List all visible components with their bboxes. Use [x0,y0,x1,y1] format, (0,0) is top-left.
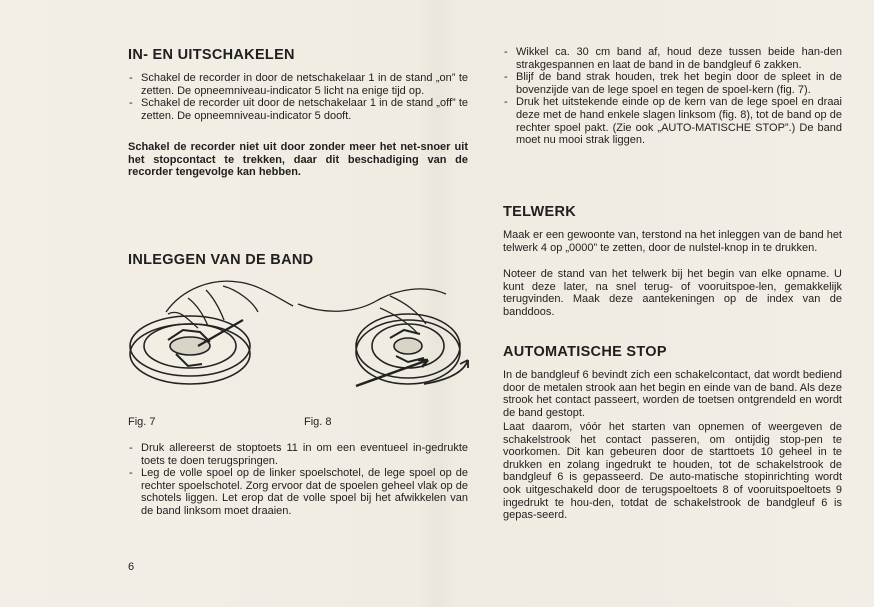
telwerk-paragraph-2: Noteer de stand van het telwerk bij het begin van elke opname. U kunt deze later, na snel terug- of vooruitspoe-len, gemakkelijk terugvinden. Maak deze aantekeningen op de index van de banddoos. [503,268,842,318]
figure-8-caption: Fig. 8 [304,416,332,428]
section-title-automatic-stop: AUTOMATISCHE STOP [503,344,667,360]
auto-stop-paragraph-1: In de bandgleuf 6 bevindt zich een schakelcontact, dat wordt bediend door de metalen strook aan het begin en einde van de band. Als deze strook het contact passeert, worden de toetsen ontgrendeld en wordt de band gestopt. [503,369,842,419]
auto-stop-paragraph-2: Laat daarom, vóór het starten van opnemen of weergeven de schakelstrook het contact passeren, om ontijdig stop-pen te voorkomen. Dit kan gebeuren door de starttoets 10 geheel in te drukken en zolang ingedrukt te houden, tot de schakelstrook de bandgleuf 6 is gepasseerd. De auto-matische stopinrichting wordt ook uitgeschakeld door de terugspoeltoets 8 of vooruitspoeltoets 9 ingedrukt te hou-den, totdat de schakelstrook de bandgleuf 6 is gepas-seerd. [503,421,842,522]
warning-text: Schakel de recorder niet uit door zonder meer het net-snoer uit het stopcontact te trekken, daar dit beschadiging van de recorder tengevolge kan hebben. [128,141,468,179]
reel-loading-illustration [128,268,478,408]
list-item: - Druk het uitstekende einde op de kern van de lege spoel en draai deze met de hand enkele slagen linksom (fig. 8), tot de band op de rechter spoel pakt. (Zie ook „AUTO-MATISCHE STOP”.) De band moet nu mooi strak liggen. [503,96,842,146]
list-item: - Wikkel ca. 30 cm band af, houd deze tussen beide han-den strakgespannen en laat de band in de bandgleuf 6 zakken. [503,46,842,71]
loading-list [128,442,468,518]
list-item: - Blijf de band strak houden, trek het begin door de spleet in de bovenzijde van de lege spoel en tegen de spoel-kern (fig. 7). [503,71,842,96]
switching-list [128,72,468,122]
list-item: - Druk allereerst de stoptoets 11 in om een eventueel in-gedrukte toets te doen terugspringen. [128,442,468,467]
figure-illustrations [128,268,478,428]
section-title-telwerk: TELWERK [503,204,576,220]
page-number: 6 [128,561,135,573]
section-title-loading: INLEGGEN VAN DE BAND [128,252,314,268]
loading-list-continued [503,46,842,147]
list-item: - Schakel de recorder in door de netschakelaar 1 in de stand „on” te zetten. De opneemniveau-indicator 5 licht na enige tijd op. [128,72,468,97]
section-title-switching: IN- EN UITSCHAKELEN [128,47,295,63]
figure-7-caption: Fig. 7 [128,416,156,428]
telwerk-paragraph-1: Maak er een gewoonte van, terstond na het inleggen van de band het telwerk 4 op „0000” te zetten, door de nulstel-knop in te drukken. [503,229,842,254]
list-item: - Leg de volle spoel op de linker spoelschotel, de lege spoel op de rechter spoelschotel. Zorg ervoor dat de spoelen geheel vlak op de schotels liggen. Let erop dat de volle spoel bij het afwikkelen van de band linksom moet draaien. [128,467,468,517]
list-item: - Schakel de recorder uit door de netschakelaar 1 in de stand „off” te zetten. De opneemniveau-indicator 5 dooft. [128,97,468,122]
